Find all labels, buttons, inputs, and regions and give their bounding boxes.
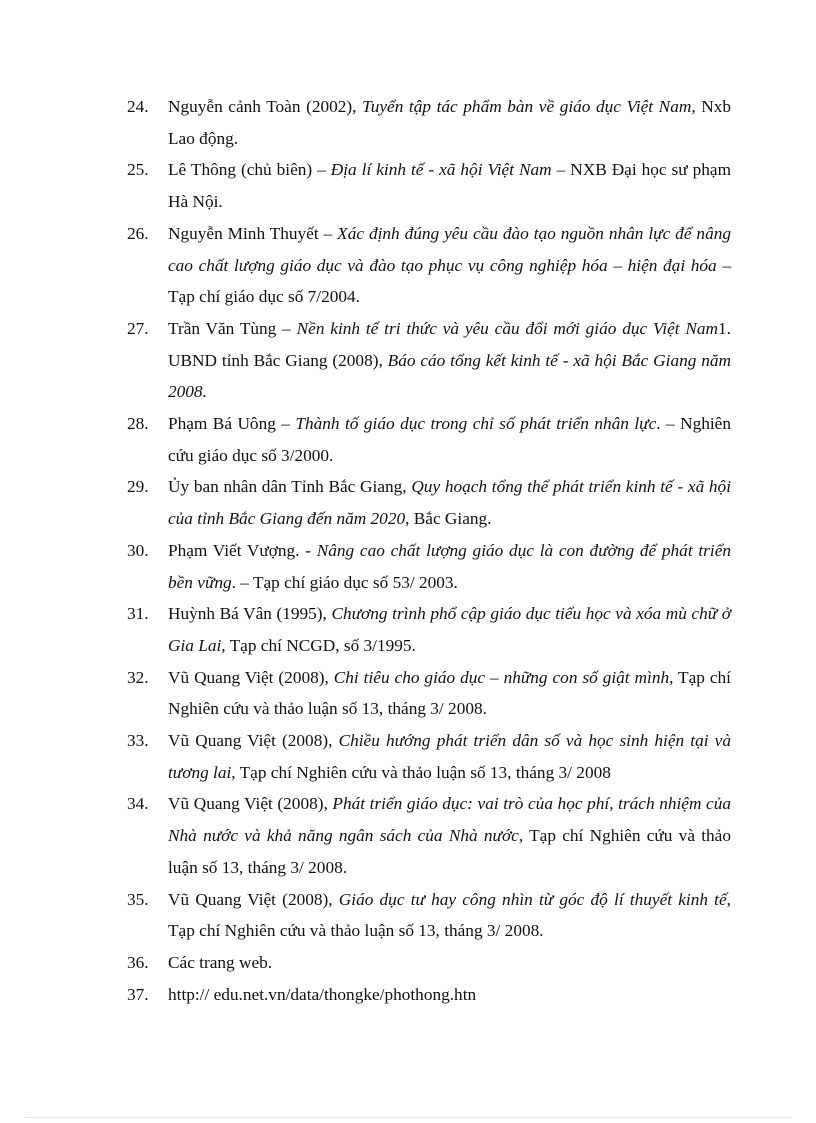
reference-detail: http:// edu.net.vn/data/thongke/phothong.htn xyxy=(168,984,477,1004)
reference-item xyxy=(127,91,731,154)
reference-text xyxy=(168,408,731,471)
reference-text xyxy=(168,598,731,661)
reference-detail: Nguyễn Minh Thuyết – xyxy=(168,223,338,243)
reference-item xyxy=(127,662,731,725)
reference-detail: . – Nghiên cứu giáo dục số 3/2000. xyxy=(168,414,731,465)
reference-detail: Phạm Bá Uông – xyxy=(168,414,296,434)
reference-number: 29. xyxy=(127,477,149,497)
reference-title: Chiều hướng phát triển dân số và học sinh hiện tại và tương lai xyxy=(168,731,731,782)
reference-item xyxy=(127,947,731,979)
reference-text xyxy=(168,218,731,313)
reference-detail: , Tạp chí Nghiên cứu và thảo luận số 13, tháng 3/ 2008 xyxy=(231,762,611,782)
reference-number: 35. xyxy=(127,889,149,909)
reference-detail: , Bắc Giang. xyxy=(405,509,492,529)
reference-text xyxy=(168,788,731,883)
reference-detail: Vũ Quang Việt (2008), xyxy=(168,731,339,751)
reference-item xyxy=(127,598,731,661)
reference-number: 31. xyxy=(127,604,149,624)
reference-detail: Vũ Quang Việt (2008), xyxy=(168,889,339,909)
reference-list xyxy=(127,91,731,1010)
reference-detail: . – Tạp chí giáo dục số 53/ 2003. xyxy=(231,572,458,592)
reference-detail: – NXB Đại học sư phạm Hà Nội. xyxy=(168,160,732,212)
reference-text xyxy=(168,725,731,788)
reference-item xyxy=(127,725,731,788)
reference-text xyxy=(168,535,731,598)
reference-number: 25. xyxy=(127,160,149,180)
reference-title: Báo cáo tổng kết kinh tế - xã hội Bắc Giang năm 2008. xyxy=(168,350,731,402)
reference-text xyxy=(168,884,731,947)
reference-text xyxy=(168,154,731,217)
reference-number: 36. xyxy=(127,952,149,972)
reference-title: Xác định đúng yêu cầu đào tạo nguồn nhân lực để nâng cao chất lượng giáo dục và đào tạo phục vụ công nghiệp hóa – hiện đại hóa xyxy=(168,223,731,275)
reference-text xyxy=(168,979,731,1011)
reference-item xyxy=(127,218,731,313)
reference-item xyxy=(127,313,731,408)
reference-detail: 1. UBND tỉnh Bắc Giang (2008), xyxy=(168,318,731,370)
reference-text xyxy=(168,91,731,154)
reference-item xyxy=(127,535,731,598)
reference-detail: , Tạp chí Nghiên cứu và thảo luận số 13, tháng 3/ 2008. xyxy=(168,889,731,941)
reference-number: 24. xyxy=(127,97,149,116)
reference-detail: Phạm Viết Vượng. - xyxy=(168,540,317,560)
reference-title: Địa lí kinh tế - xã hội Việt Nam xyxy=(330,160,552,180)
reference-detail: , Tạp chí Nghiên cứu và thảo luận số 13, tháng 3/ 2008. xyxy=(168,826,731,877)
reference-detail: Vũ Quang Việt (2008), xyxy=(168,794,333,814)
reference-detail: , Nxb Lao động. xyxy=(168,97,732,148)
reference-text xyxy=(168,471,731,534)
reference-detail: – Tạp chí giáo dục số 7/2004. xyxy=(168,255,731,307)
page-bottom-rule xyxy=(24,1117,792,1118)
reference-detail: Vũ Quang Việt (2008), xyxy=(168,667,334,687)
reference-number: 37. xyxy=(127,984,149,1004)
reference-detail: Tạp chí Nghiên cứu và thảo luận số 13, tháng 3/ 2008. xyxy=(168,667,731,719)
reference-detail: Các trang web. xyxy=(168,952,273,972)
reference-number: 30. xyxy=(127,540,149,560)
reference-number: 27. xyxy=(127,318,149,338)
reference-number: 32. xyxy=(127,667,149,687)
reference-detail: Ủy ban nhân dân Tỉnh Bắc Giang, xyxy=(168,477,412,497)
reference-title: Thành tố giáo dục trong chỉ số phát triển nhân lực xyxy=(295,414,657,434)
reference-title: Nền kinh tế tri thức và yêu cầu đổi mới giáo dục Việt Nam xyxy=(296,318,719,338)
reference-title: Phát triển giáo dục: vai trò của học phí, trách nhiệm của Nhà nước và khả năng ngân sách của Nhà nước xyxy=(168,794,731,846)
reference-item xyxy=(127,408,731,471)
reference-text xyxy=(168,947,731,979)
reference-item xyxy=(127,154,731,217)
reference-title: Giáo dục tư hay công nhìn từ góc độ lí thuyết kinh tế xyxy=(338,889,727,909)
reference-title: Nâng cao chất lượng giáo dục là con đường để phát triển bền vững xyxy=(168,540,732,592)
reference-text xyxy=(168,662,731,725)
reference-number: 26. xyxy=(127,223,149,243)
reference-number: 28. xyxy=(127,414,149,434)
reference-detail: Nguyễn cảnh Toàn (2002), xyxy=(168,97,363,116)
reference-item xyxy=(127,884,731,947)
reference-detail: Lê Thông (chủ biên) – xyxy=(168,160,331,180)
reference-item xyxy=(127,979,731,1011)
reference-number: 34. xyxy=(127,794,149,814)
reference-item xyxy=(127,788,731,883)
reference-title: Tuyển tập tác phẩm bàn về giáo dục Việt Nam xyxy=(362,97,692,116)
reference-detail: Huỳnh Bá Vân (1995), xyxy=(168,604,332,624)
reference-text xyxy=(168,313,731,408)
reference-title: Quy hoạch tổng thể phát triển kinh tế - xã hội của tỉnh Bắc Giang đến năm 2020 xyxy=(168,477,732,529)
reference-number: 33. xyxy=(127,731,149,751)
reference-detail: , Tạp chí NCGD, số 3/1995. xyxy=(221,635,416,655)
reference-item xyxy=(127,471,731,534)
reference-title: Chương trình phổ cập giáo dục tiểu học và xóa mù chữ ở Gia Lai xyxy=(168,604,731,655)
reference-detail: Trần Văn Tùng – xyxy=(168,318,297,338)
reference-title: Chi tiêu cho giáo dục – những con số giật mình, xyxy=(333,667,674,687)
